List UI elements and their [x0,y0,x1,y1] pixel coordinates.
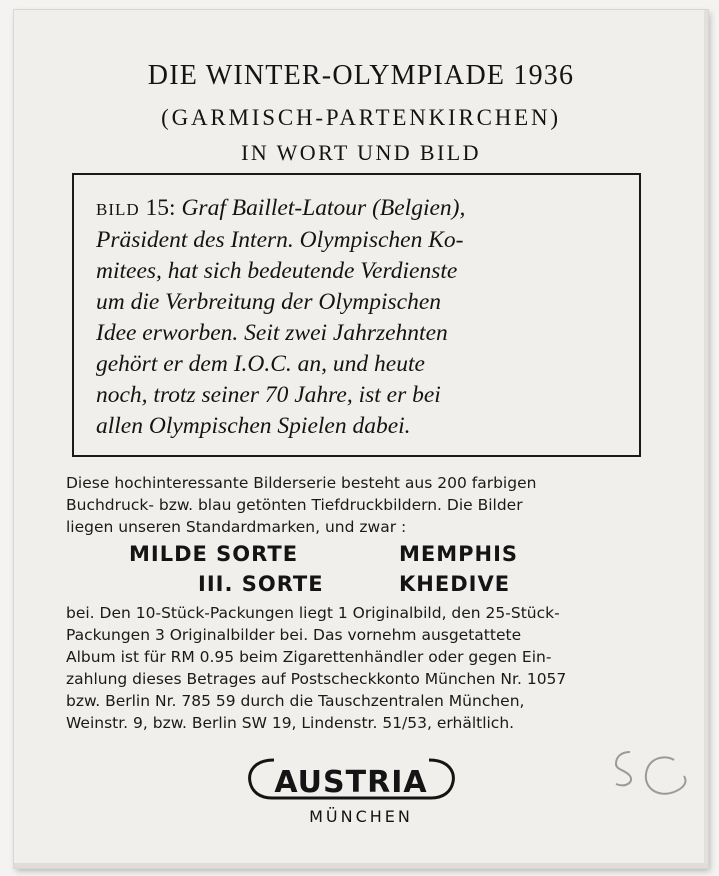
card-title: DIE WINTER-OLYMPIADE 1936 [147,60,575,91]
card-subtitle: (GARMISCH-PARTENKIRCHEN) [161,105,561,130]
text-line: bei. Den 10-Stück-Packungen liegt 1 Originalbild, den 25-Stück- [66,604,560,622]
card-edge-bottom [14,863,708,868]
text-line: zahlung dieses Betrages auf Postscheckkonto München Nr. 1057 [66,670,567,688]
text-line: Buchdruck- bzw. blau getönten Tiefdruckbildern. Die Bilder [66,496,523,514]
caption-line: Idee erworben. Seit zwei Jahrzehnten [96,320,448,346]
brand-memphis: MEMPHIS [399,542,519,566]
austria-logo [244,752,459,812]
brand-list [129,539,609,599]
intro-text [66,472,666,538]
cigarette-card [14,10,708,868]
caption-line: mitees, hat sich bedeutende Verdienste [96,258,458,284]
text-line: Album ist für RM 0.95 beim Zigarettenhändler oder gegen Ein- [66,648,552,666]
caption-line: um die Verbreitung der Olympischen [96,289,442,315]
details-text [66,602,666,734]
caption-line: Präsident des Intern. Olympischen Ko- [96,227,464,253]
brand-iii-sorte: III. SORTE [198,572,324,596]
text-line: Packungen 3 Originalbilder bei. Das vornehm ausgetattete [66,626,522,644]
caption-line: noch, trotz seiner 70 Jahre, ist er bei [96,382,441,408]
text-line: bzw. Berlin Nr. 785 59 durch die Tauschzentralen München, [66,692,525,710]
caption-line: allen Olympischen Spielen dabei. [96,413,411,439]
logo-wordmark: AUSTRIA [274,765,428,800]
caption-text [96,193,626,442]
brand-khedive: KHEDIVE [399,572,511,596]
caption-line: Graf Baillet-Latour (Belgien), [181,195,466,221]
logo-city: MÜNCHEN [309,807,413,826]
card-tagline: IN WORT UND BILD [241,140,481,165]
handwritten-mark [604,738,694,808]
text-line: Diese hochinteressante Bilderserie besteht aus 200 farbigen [66,474,537,492]
caption-box [72,173,641,457]
brand-milde-sorte: MILDE SORTE [129,542,299,566]
caption-label: BILD [96,200,140,219]
caption-number: 15: [145,195,176,221]
card-edge-right [704,10,708,868]
text-line: liegen unseren Standardmarken, und zwar : [66,518,407,536]
text-line: Weinstr. 9, bzw. Berlin SW 19, Lindenstr. 51/53, erhältlich. [66,714,515,732]
caption-line: gehört er dem I.O.C. an, und heute [96,351,425,377]
